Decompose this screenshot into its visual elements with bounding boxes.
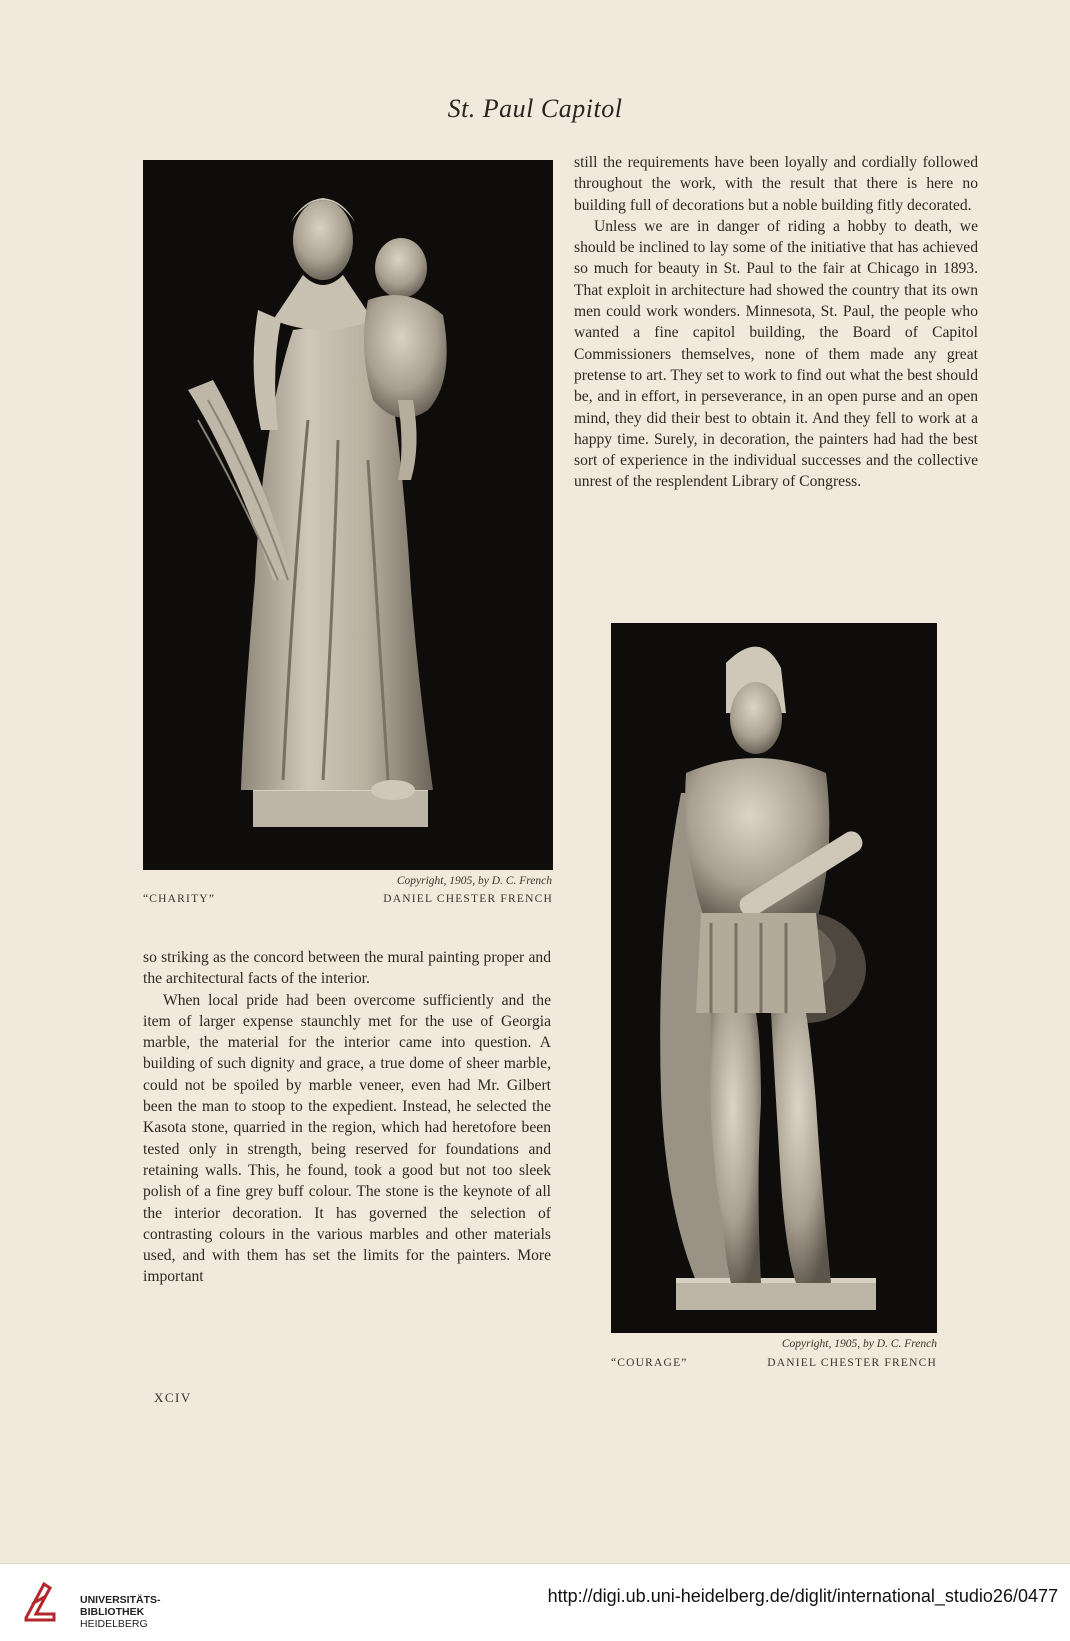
- left-paragraph-1: so striking as the concord between the mural painting proper and the architectural facts of the interior.: [143, 949, 551, 988]
- charity-statue-illustration: [143, 160, 553, 870]
- library-name: [80, 1594, 161, 1630]
- source-url-link[interactable]: http://digi.ub.uni-heidelberg.de/diglit/international_studio26/0477: [547, 1586, 1058, 1606]
- charity-copyright-caption: Copyright, 1905, by D. C. French: [396, 875, 552, 887]
- library-name-line3: HEIDELBERG: [80, 1618, 148, 1630]
- courage-statue-illustration: [611, 623, 937, 1333]
- right-paragraph-2: Unless we are in danger of riding a hobby to death, we should be inclined to lay some of the initiative that has achieved so much for beauty in St. Paul to the fair at Chicago in 1893. That exploit in architecture had showed the country that its own men could work wonders. Minnesota, St. Paul, the people who wanted a fine capitol building, the Board of Capitol Commissioners themselves, none of them made any great pretense to art. They set to work to find out what the best should be, and in effort, in perseverance, in an open purse and an open mind, they did their best to obtain it. And they fell to work at a happy time. Surely, in decoration, the painters had had the best sort of experience in the individual successes and the collective unrest of the resplendent Library of Congress.: [574, 217, 978, 491]
- footer-bar: [0, 1563, 1070, 1641]
- library-name-line2: BIBLIOTHEK: [80, 1606, 145, 1618]
- running-head: St. Paul Capitol: [447, 94, 623, 123]
- left-paragraph-2: When local pride had been overcome sufficiently and the item of larger expense staunchly met for the use of Georgia marble, the material for the interior came into question. A building of such dignity and grace, a true dome of sheer marble, could not be spoiled by marble veneer, even had Mr. Gilbert been the man to stoop to the expedient. Instead, he selected the Kasota stone, quarried in the region, which had heretofore been tested only in strength, being reserved for foundations and retaining walls. This, he found, took a good but not too sleek polish of a fine grey buff colour. The stone is the keynote of all the interior decoration. It has governed the selection of contrasting colours in the various marbles and other materials used, and with them has set the limits for the painters. More important: [143, 991, 551, 1286]
- plate-charity-image: [143, 160, 553, 870]
- right-paragraph-1: still the requirements have been loyally and cordially followed throughout the work, with the result that there is here no building full of decorations but a noble building fitly decorated.: [574, 154, 978, 214]
- library-name-line1: UNIVERSITÄTS-: [80, 1594, 161, 1606]
- library-logo[interactable]: [18, 1574, 161, 1630]
- library-emblem-icon: [18, 1574, 62, 1630]
- charity-title: “CHARITY”: [143, 893, 216, 905]
- courage-artist: DANIEL CHESTER FRENCH: [767, 1357, 937, 1369]
- courage-title: “COURAGE”: [611, 1357, 688, 1369]
- plate-courage-image: [611, 623, 937, 1333]
- charity-caption-row: [143, 893, 553, 905]
- page-folio: XCIV: [154, 1390, 192, 1405]
- left-column-text: [143, 947, 551, 1288]
- charity-artist: DANIEL CHESTER FRENCH: [383, 893, 553, 905]
- right-column-text: [574, 152, 978, 493]
- courage-caption-row: [611, 1357, 937, 1369]
- courage-copyright-caption: Copyright, 1905, by D. C. French: [781, 1338, 937, 1350]
